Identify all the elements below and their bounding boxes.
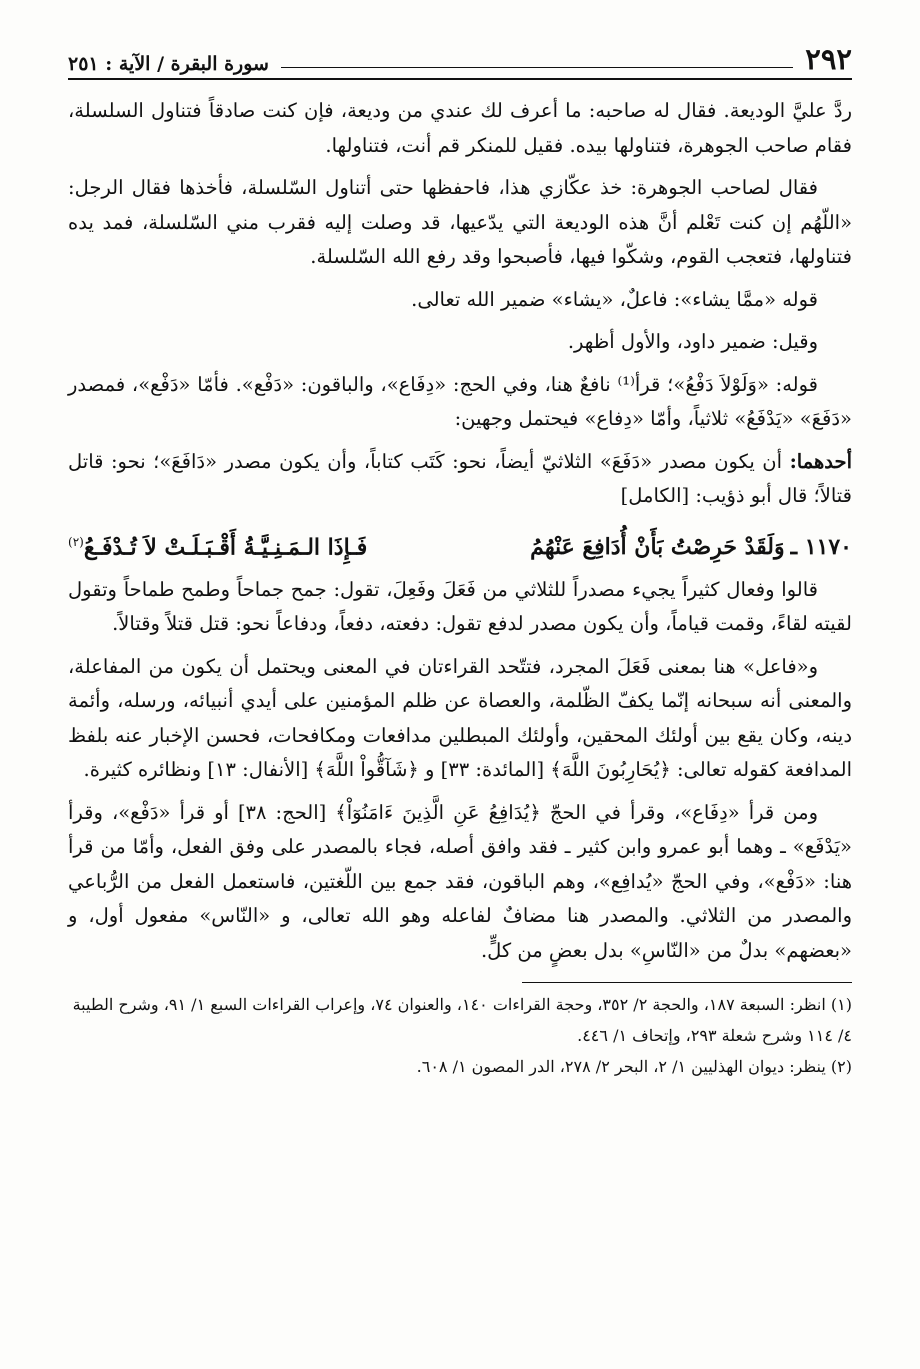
paragraph: فقال لصاحب الجوهرة: خذ عكّازي هذا، فاحفظها حتى أتناول السّلسلة، فأخذها فقال الرجل: «اللّهُم إن كنت تَعْلم أنَّ هذه الوديعة التي يدّعيها، قد وصلت إليه فقرب مني السّلسلة، فمد يده فتناولها، فتعجب القوم، وشكّوا فيها، فأصبحوا وقد رفع الله السّلسلة. [68,176,852,268]
paragraph: و«فاعل» هنا بمعنى فَعَلَ المجرد، فتتّحد القراءتان في المعنى ويحتمل أن يكون من المفاعلة، والمعنى أنه سبحانه إنّما يكفّ الظّلمة، والعصاة عن ظلم المؤمنين على أيدي أنبيائه، ورسله، وأئمة دينه، وكان يقع بين أولئك المحقين، وأولئك المبطلين مدافعات ومكافحات، فحسن الإخبار عنه بلفظ المدافعة كقوله تعالى: ﴿يُحَارِبُونَ اللَّهَ﴾ [المائدة: ٣٣] و ﴿شَآقُّواْ اللَّهَ﴾ [الأنفال: ١٣] ونظائره كثيرة. [68,654,852,782]
poetry-verse [68,522,852,567]
running-title: سورة البقرة / الآية : ٢٥١ [68,53,269,75]
main-text [68,94,852,968]
paragraph: قوله «ممَّا يشاء»: فاعلٌ، «يشاء» ضمير الله تعالى. [411,287,818,311]
paragraph: قالوا وفعال كثيراً يجيء مصدراً للثلاثي من فَعَلَ وفَعِلَ، تقول: جمح جماحاً وطمح طماحاً وتقول لقيته لقاءً، وقمت قياماً، وأن يكون مصدر لدفع تقول: دفعته، دفعاً، ودفاعاً نحو: قتل قتلاً وقتالاً. [68,577,852,636]
verse-hemistich-first: وَلَقَدْ حَرِصْتُ بَأَنْ أُدَافِعَ عَنْهُمُ [530,533,785,560]
footnote: (١) انظر: السبعة ١٨٧، والحجة ٢/ ٣٥٢، وحجة القراءات ١٤٠، والعنوان ٧٤، وإعراب القراءات السبع ١/ ٩١، وشرح الطيبة ٤/ ١١٤ وشرح شعلة ٢٩٣، وإتحاف ١/ ٤٤٦. [72,995,852,1046]
paragraph: قوله: «وَلَوْلاَ دَفْعُ»؛ قرأ⁽¹⁾ نافعٌ هنا، وفي الحج: «دِفَاع»، والباقون: «دَفْع». فأمّا «دَفْع»، فمصدر «دَفَعَ» «يَدْفَعُ» ثلاثياً، وأمّا «دِفاع» فيحتمل وجهين: [68,372,852,430]
paragraph: ردَّ عليَّ الوديعة. فقال له صاحبه: ما أعرف لك عندي من وديعة، فإن كنت صادقاً فتناول السلسلة، فقام صاحب الجوهرة، فتناولها بيده. فقيل للمنكر قم أنت، فتناولها. [68,99,852,157]
page-number: ٢٩٢ [805,42,852,76]
footnote-divider [522,982,852,983]
section-label: أحدهما: [789,449,853,473]
header-divider [68,78,852,80]
paragraph [68,445,852,514]
verse-hemistich-second [68,522,426,567]
footnote: (٢) ينظر: ديوان الهذليين ١/ ٢، البحر ٢/ ٢٧٨، الدر المصون ١/ ٦٠٨. [416,1057,852,1077]
paragraph-text: أن يكون مصدر «دَفَعَ» الثلاثيّ أيضاً، نحو: كَتَب كتاباً، وأن يكون مصدر «دَافَعَ»؛ نحو: قاتل قتالاً؛ قال أبو ذؤيب: [الكامل] [68,449,852,507]
paragraph: ومن قرأ «دِفَاع»، وقرأ في الحجّ ﴿يُدَافِعُ عَنِ الَّذِينَ ءَامَنُوٓاْ﴾ [الحج: ٣٨] أو قرأ «دَفْع»، وقرأ «يَدْفَع» ـ وهما أبو عمرو وابن كثير ـ فقد وافق أصله، فجاء بالمصدر على وفق الفعل، وأمّا من قرأ هنا: «دَفْع»، وفي الحجّ «يُدافِع»، وهم الباقون، فقد جمع بين اللّغتين، فاستعمل الفعل من الرُّباعي والمصدر من الثلاثي. والمصدر هنا مضافٌ لفاعله وهو الله تعالى، و «النّاس» مفعول أول، و «بعضهم» بدلٌ من «النّاسِ» بدل بعضٍ من كلٍّ. [68,800,852,962]
paragraph: وقيل: ضمير داود، والأول أظهر. [567,330,818,353]
footnotes [68,989,852,1082]
header-rule [281,67,793,68]
verse-hemistich-second-text: فَـإِذَا الـمَـنِـيَّـةُ أَقْـبَـلَـتْ لاَ تُـدْفَـعُ [83,533,368,560]
footnote-ref: (٢) [68,534,84,549]
page-header [68,40,852,74]
verse-number: ١١٧٠ ـ [790,533,852,560]
